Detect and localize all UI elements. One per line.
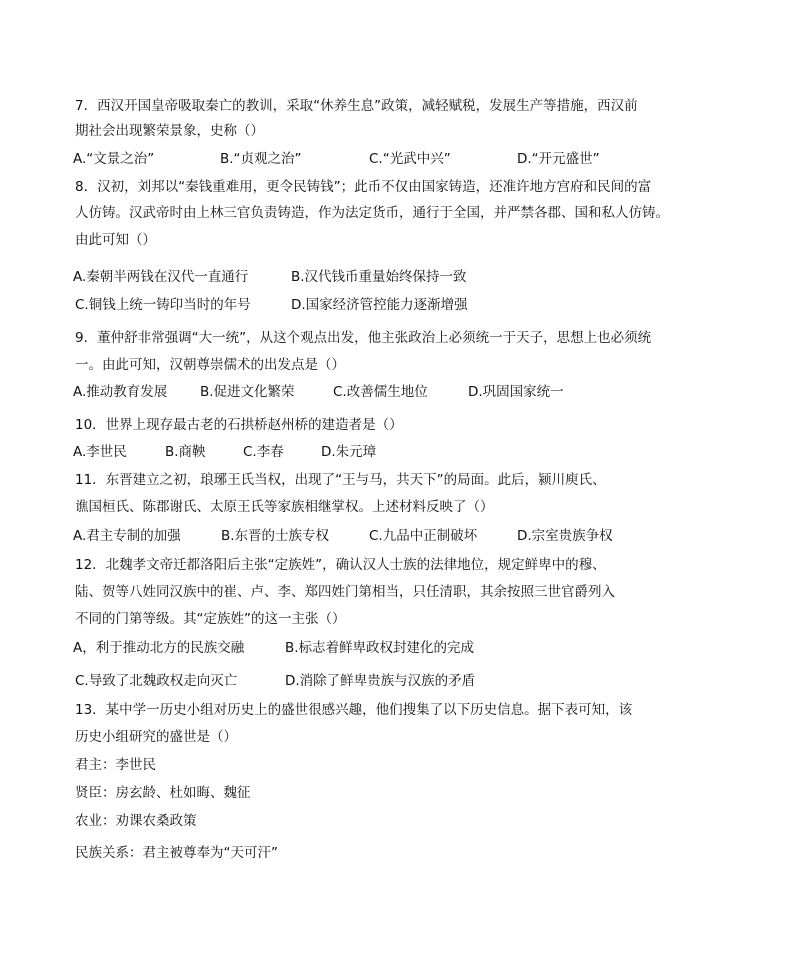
q13-stem-line-2: 历史小组研究的盛世是（）: [75, 729, 237, 745]
q12-stem-line-2: 陆、贺等八姓同汉族中的崔、卢、李、郑四姓门第相当，只任清职，其余按照三世官爵列入: [75, 584, 615, 600]
q13-info-ministers: 贤臣：房玄龄、杜如晦、魏征: [75, 785, 251, 801]
q9-stem-line-2: 一。由此可知，汉朝尊崇儒术的出发点是（）: [75, 357, 345, 373]
q12-stem-line-3: 不同的门第等级。其“定族姓”的这一主张（）: [75, 611, 346, 627]
q7-stem-line-2: 期社会出现繁荣景象，史称（）: [75, 123, 264, 139]
q11-stem-line-1: 11．东晋建立之初，琅琊王氏当权，出现了“王与马，共天下”的局面。此后，颍川庾氏、: [75, 472, 606, 488]
q13-info-agriculture: 农业：劝课农桑政策: [75, 813, 197, 829]
q8-option-d[interactable]: D.国家经济管控能力逐渐增强: [291, 297, 468, 313]
q8-option-b[interactable]: B.汉代钱币重量始终保持一致: [291, 269, 467, 285]
q11-option-d[interactable]: D.宗室贵族争权: [517, 528, 613, 544]
q9-option-b[interactable]: B.促进文化繁荣: [200, 384, 295, 400]
q10-option-b[interactable]: B.商鞅: [165, 444, 206, 460]
q8-stem-line-2: 人仿铸。汉武帝时由上林三官负责铸造，作为法定货币，通行于全国，并严禁各郡、国和私人仿铸。: [75, 205, 669, 221]
q10-option-c[interactable]: C.李春: [243, 444, 284, 460]
q12-option-d[interactable]: D.消除了鲜卑贵族与汉族的矛盾: [285, 673, 476, 689]
q12-stem-line-1: 12．北魏孝文帝迁都洛阳后主张“定族姓”，确认汉人士族的法律地位，规定鲜卑中的穆、: [75, 557, 606, 573]
q8-stem-line-3: 由此可知（）: [75, 232, 156, 248]
q10-option-d[interactable]: D.朱元璋: [321, 444, 377, 460]
q8-option-a[interactable]: A.秦朝半两钱在汉代一直通行: [73, 269, 249, 285]
q9-option-d[interactable]: D.巩固国家统一: [468, 384, 564, 400]
q8-stem-line-1: 8．汉初，刘邦以“秦钱重难用，更令民铸钱”；此币不仅由国家铸造，还准许地方宫府和民间的富: [75, 179, 652, 195]
q7-option-b[interactable]: B.“贞观之治”: [220, 151, 302, 167]
q13-stem-line-1: 13．某中学一历史小组对历史上的盛世很感兴趣，他们搜集了以下历史信息。据下表可知，该: [75, 702, 633, 718]
q7-stem-line-1: 7．西汉开国皇帝吸取秦亡的教训，采取“休养生息”政策，减轻赋税，发展生产等措施，西汉前: [75, 98, 638, 114]
q7-option-c[interactable]: C.“光武中兴”: [369, 151, 451, 167]
q9-option-a[interactable]: A.推动教育发展: [73, 384, 168, 400]
q12-option-c[interactable]: C.导致了北魏政权走向灭亡: [75, 673, 238, 689]
q11-option-b[interactable]: B.东晋的士族专权: [221, 528, 330, 544]
q11-option-a[interactable]: A.君主专制的加强: [73, 528, 181, 544]
q10-option-a[interactable]: A.李世民: [73, 444, 127, 460]
q7-option-a[interactable]: A.“文景之治”: [73, 151, 155, 167]
q12-option-a[interactable]: A，利于推动北方的民族交融: [73, 640, 245, 656]
q13-info-ethnic-relations: 民族关系：君主被尊奉为“天可汗”: [75, 845, 278, 861]
q8-option-c[interactable]: C.铜钱上统一铸印当时的年号: [75, 297, 251, 313]
q12-option-b[interactable]: B.标志着鲜卑政权封建化的完成: [285, 640, 475, 656]
q7-option-d[interactable]: D.“开元盛世”: [517, 151, 600, 167]
q9-stem-line-1: 9．董仲舒非常强调“大一统”，从这个观点出发，他主张政治上必须统一于天子，思想上也必须统: [75, 330, 652, 346]
q9-option-c[interactable]: C.改善儒生地位: [333, 384, 428, 400]
q13-info-ruler: 君主：李世民: [75, 757, 156, 773]
q10-stem-line-1: 10．世界上现存最古老的石拱桥赵州桥的建造者是（）: [75, 417, 403, 433]
q11-stem-line-2: 谯国桓氏、陈郡谢氏、太原王氏等家族相继掌权。上述材料反映了（）: [75, 499, 494, 515]
q11-option-c[interactable]: C.九品中正制破坏: [369, 528, 478, 544]
